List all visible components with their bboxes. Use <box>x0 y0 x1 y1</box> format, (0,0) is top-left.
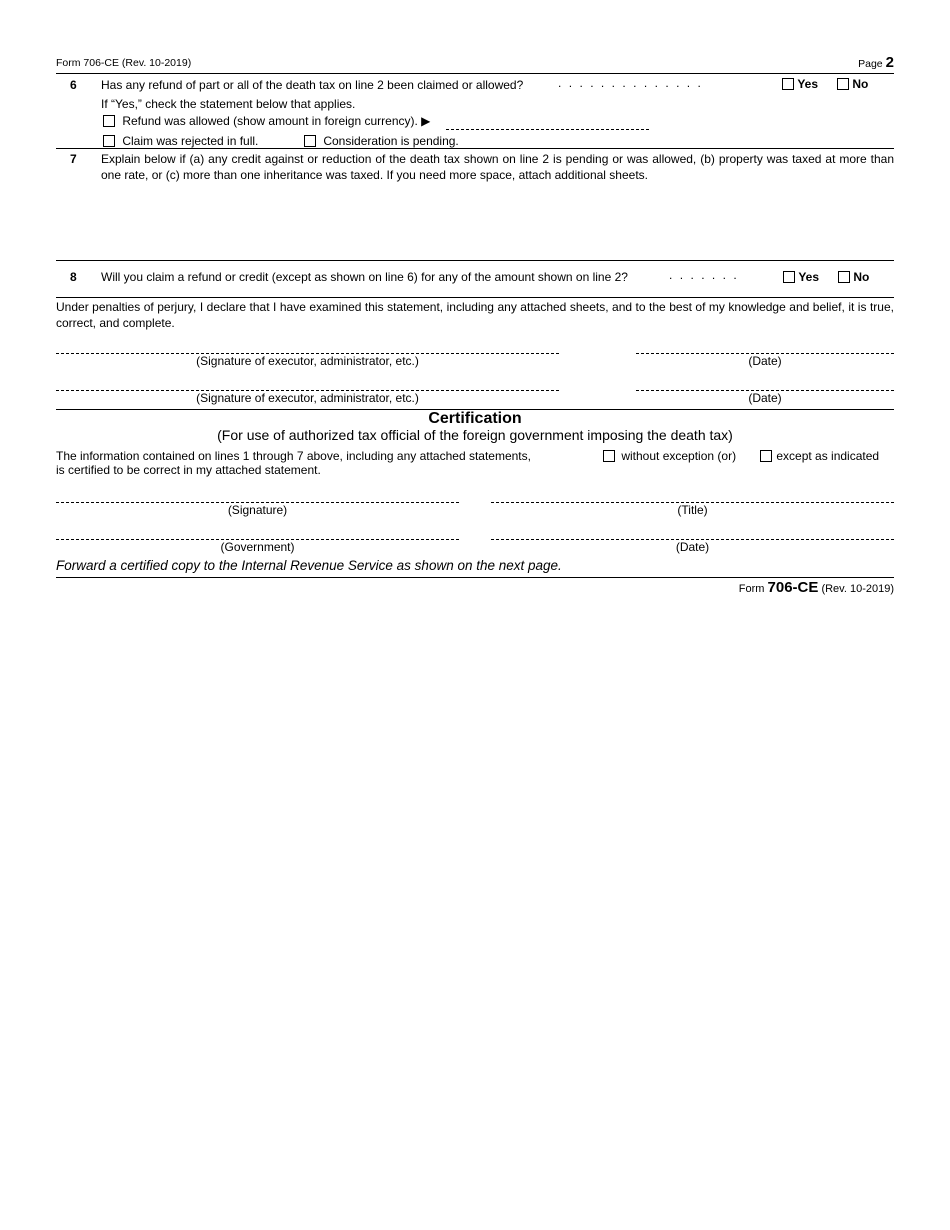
line-6-question: Has any refund of part or all of the death tax on line 2 been claimed or allowed? <box>101 78 524 92</box>
line-6-no-checkbox[interactable] <box>837 78 849 90</box>
official-title-caption: (Title) <box>677 503 708 517</box>
page-number: 2 <box>885 54 894 71</box>
line-6-number: 6 <box>70 78 77 92</box>
divider <box>56 297 894 298</box>
certification-title: Certification <box>428 410 522 427</box>
line-8-question: Will you claim a refund or credit (except as shown on line 6) for any of the amount shown on line 2? <box>101 270 628 284</box>
claim-rejected-option[interactable]: Claim was rejected in full. <box>103 133 258 149</box>
perjury-statement: Under penalties of perjury, I declare that I have examined this statement, including any attached sheets, and to the best of my knowledge and belief, it is true, correct, and complete. <box>56 300 894 330</box>
date-caption-2: (Date) <box>748 391 782 405</box>
executor-signature-caption-1: (Signature of executor, administrator, etc.) <box>196 354 419 368</box>
form-label: Form 706-CE (Rev. 10-2019) <box>56 57 192 69</box>
refund-allowed-option[interactable]: Refund was allowed (show amount in foreign currency). ▶ <box>103 113 430 129</box>
line-6-yes[interactable]: Yes <box>782 77 818 91</box>
line-7-explanation-area[interactable] <box>101 186 894 258</box>
line-6-no[interactable]: No <box>837 77 868 91</box>
page-footer: Form 706-CE (Rev. 10-2019) <box>738 579 894 596</box>
line-7-number: 7 <box>70 152 77 166</box>
certification-subtitle: (For use of authorized tax official of the foreign government imposing the death tax) <box>217 427 733 443</box>
consideration-pending-checkbox[interactable] <box>304 135 316 147</box>
executor-signature-caption-2: (Signature of executor, administrator, etc.) <box>196 391 419 405</box>
divider <box>56 260 894 261</box>
line-8-number: 8 <box>70 270 77 284</box>
date-caption-1: (Date) <box>748 354 782 368</box>
certification-statement-2: is certified to be correct in my attached statement. <box>56 463 321 477</box>
except-as-indicated-checkbox[interactable] <box>760 450 772 462</box>
leader-dots: ....... <box>669 268 745 282</box>
forward-note: Forward a certified copy to the Internal Revenue Service as shown on the next page. <box>56 558 562 573</box>
line-8-no[interactable]: No <box>838 270 869 284</box>
refund-amount-field[interactable] <box>446 129 649 130</box>
leader-dots: .............. <box>558 76 709 90</box>
line-8-yes-checkbox[interactable] <box>783 271 795 283</box>
line-7-text: Explain below if (a) any credit against or reduction of the death tax shown on line 2 is pending or was allowed, (b) property was taxed at more than one rate, or (c) more than one inheritance was taxed. If you need more space, attach additional sheets. <box>101 152 894 182</box>
footer-form-number: 706-CE <box>767 579 819 596</box>
divider <box>56 577 894 578</box>
line-8-yes[interactable]: Yes <box>783 270 819 284</box>
certification-statement-1: The information contained on lines 1 through 7 above, including any attached statements, <box>56 449 531 463</box>
form-page <box>56 0 894 1230</box>
line-8-no-checkbox[interactable] <box>838 271 850 283</box>
page-indicator: Page 2 <box>858 54 894 71</box>
without-exception-option[interactable]: without exception (or) <box>603 448 736 464</box>
official-date-caption: (Date) <box>675 540 710 554</box>
official-signature-caption: (Signature) <box>227 503 288 517</box>
line-6-yes-checkbox[interactable] <box>782 78 794 90</box>
except-as-indicated-option[interactable]: except as indicated <box>760 448 879 464</box>
line-6-if-yes: If “Yes,” check the statement below that applies. <box>101 97 356 111</box>
claim-rejected-checkbox[interactable] <box>103 135 115 147</box>
consideration-pending-option[interactable]: Consideration is pending. <box>304 133 459 149</box>
refund-allowed-checkbox[interactable] <box>103 115 115 127</box>
divider <box>56 148 894 149</box>
page-header <box>56 54 894 74</box>
without-exception-checkbox[interactable] <box>603 450 615 462</box>
government-caption: (Government) <box>220 540 295 554</box>
